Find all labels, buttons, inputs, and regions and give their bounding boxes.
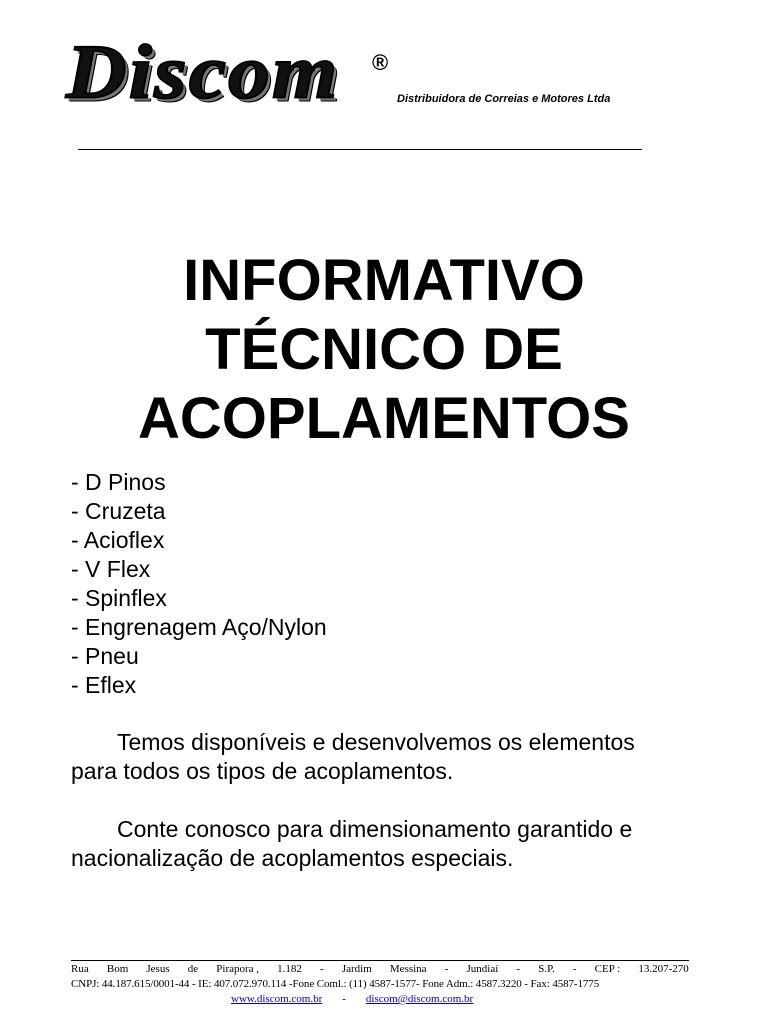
document-title [0,246,768,453]
list-item: - V Flex [71,556,151,582]
website-link[interactable]: www.discom.com.br [231,993,323,1005]
footer-divider [71,960,689,961]
footer-links [71,992,689,1007]
paragraph-line: Temos disponíveis e desenvolvemos os elementos [117,729,635,755]
list-item: - Spinflex [71,585,167,611]
logo-wordmark: Discom [66,29,340,116]
address-part: S.P. [538,963,555,975]
paragraph-line: nacionalização de acoplamentos especiais. [71,845,514,871]
address-part: Rua [71,963,89,975]
address-part: 1.182 [277,963,302,975]
footer-address [71,962,689,977]
list-item: - Pneu [71,643,139,669]
address-part: Pirapora , [216,963,260,975]
address-part: - [444,963,449,975]
link-separator: - [342,993,346,1005]
address-part: Jundiaí [466,963,499,975]
address-part: de [187,963,199,975]
company-tagline: Distribuidora de Correias e Motores Ltda [397,93,611,105]
paragraph-line: Conte conosco para dimensionamento garantido e [117,816,633,842]
coupling-types-list [71,468,327,700]
contact-paragraph [71,815,711,873]
title-line: TÉCNICO DE [205,317,563,382]
address-part: - [320,963,324,975]
header-divider [78,149,642,150]
address-part: Messina [389,963,427,975]
footer [71,962,689,1007]
address-part: - [516,963,521,975]
address-part: Bom [106,963,129,975]
address-part: Jardim [341,963,372,975]
list-item: - Acioflex [71,527,165,553]
email-link[interactable]: discom@discom.com.br [365,993,474,1005]
address-part: - [572,963,577,975]
list-item: - D Pinos [71,469,166,495]
title-line: ACOPLAMENTOS [138,386,630,451]
address-part: 13.207-270 [638,963,689,975]
list-item: - Cruzeta [71,498,166,524]
company-logo [66,29,626,126]
availability-paragraph [71,728,711,786]
paragraph-line: para todos os tipos de acoplamentos. [71,758,454,784]
title-line: INFORMATIVO [183,248,585,313]
address-part: CEP : [594,963,621,975]
registered-trademark-mark: ® [372,50,389,75]
list-item: - Eflex [71,672,137,698]
list-item: - Engrenagem Aço/Nylon [71,614,327,640]
address-part: Jesus [146,963,170,975]
footer-contact-info: CNPJ: 44.187.615/0001-44 - IE: 407.072.970.114 -Fone Coml.: (11) 4587-1577- Fone Adm.: 4587.3220 - Fax: 4587-1775 [71,978,600,990]
